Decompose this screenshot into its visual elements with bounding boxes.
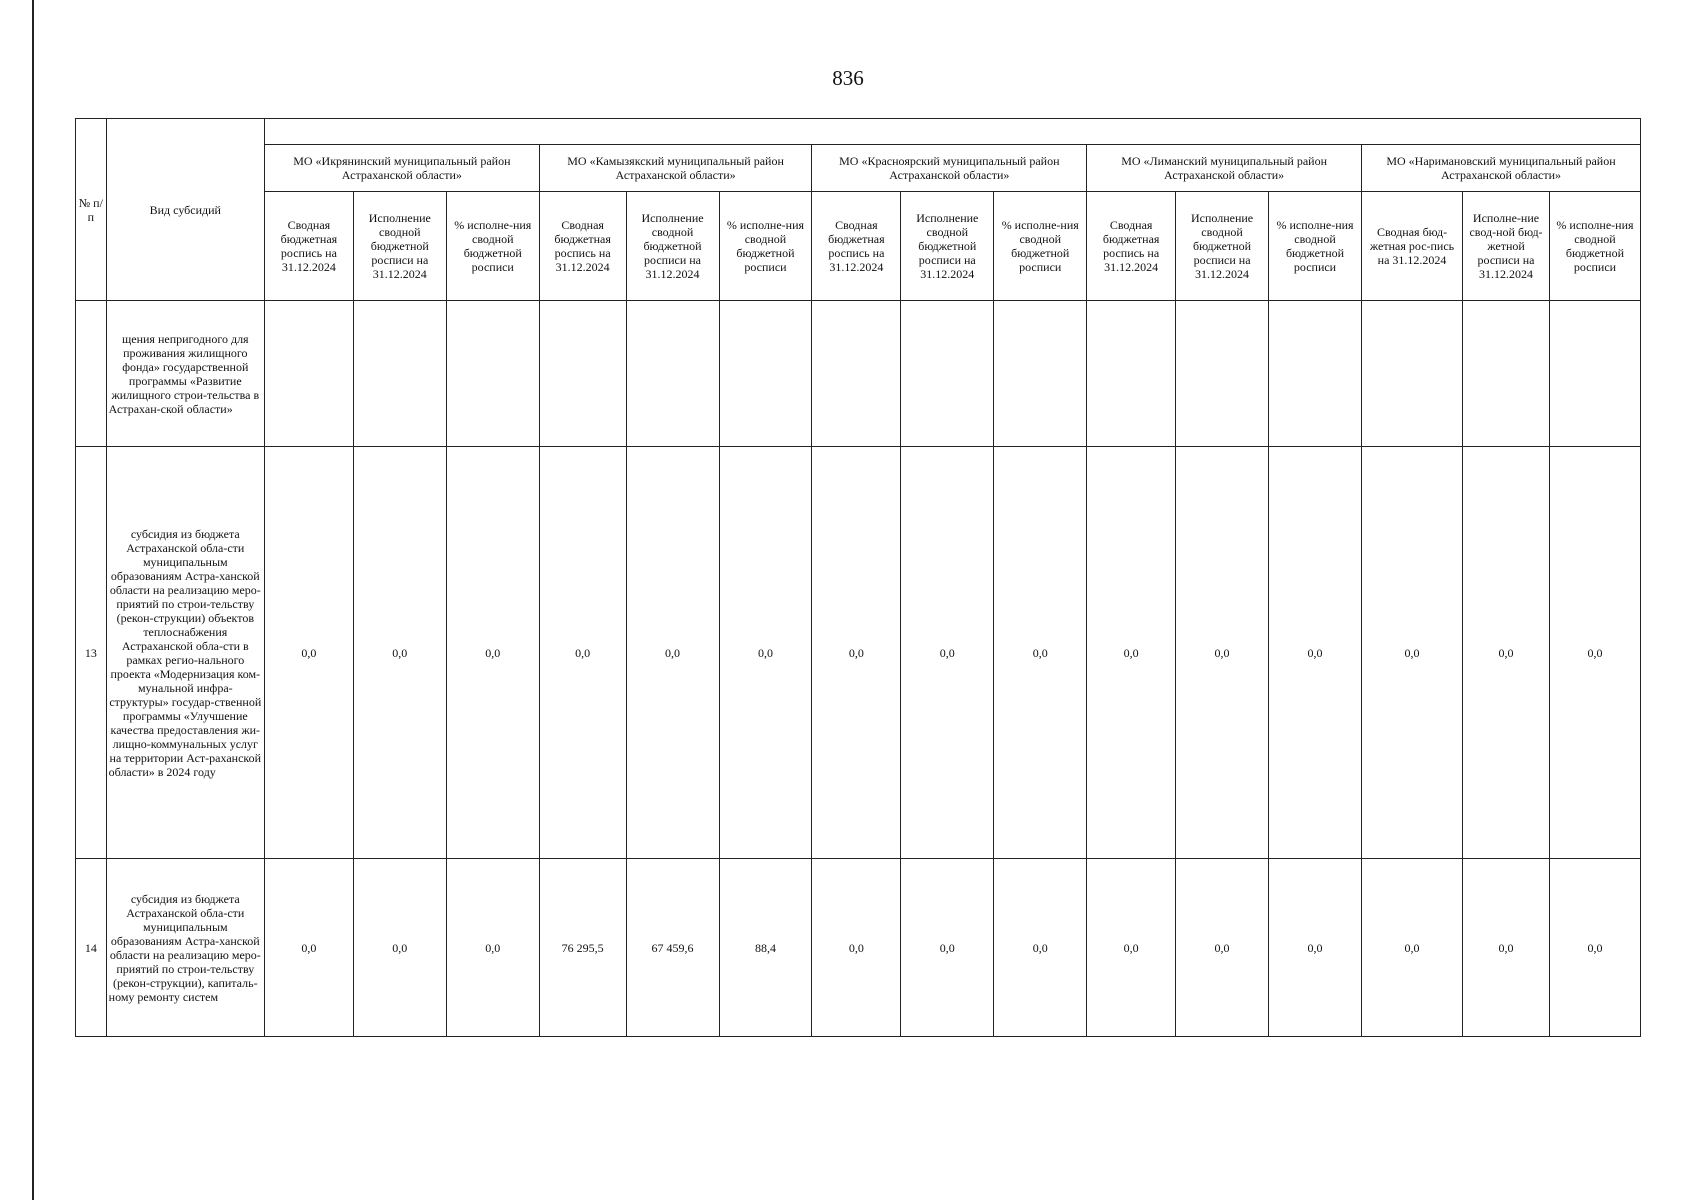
row-value-cell: 0,0 — [1087, 447, 1176, 859]
row-subsidy-description: субсидия из бюджета Астраханской обла-сти муниципальным образованиям Астра-ханской области на реализацию меро-приятий по строи-тельству (рекон-струкции) объектов теплоснабжения Астраханской обла-сти в рамках регио-нального проекта «Модернизация ком-мунальной инфра-структуры» государ-ственной программы «Улучшение качества предоставления жи-лищно-коммунальных услуг на территории Аст-раханской области» в 2024 году — [106, 447, 264, 859]
row-value-cell: 0,0 — [264, 447, 353, 859]
row-number: 14 — [76, 859, 107, 1037]
row-number: 13 — [76, 447, 107, 859]
row-value-cell: 0,0 — [719, 447, 812, 859]
header-subsidy-type: Вид субсидий — [106, 119, 264, 301]
header-budget-plan: Сводная бюд-жетная рос-пись на 31.12.2024 — [1361, 192, 1462, 301]
row-value-cell: 0,0 — [812, 447, 901, 859]
row-value-cell: 0,0 — [1549, 447, 1640, 859]
row-value-cell — [1361, 301, 1462, 447]
row-value-cell: 0,0 — [1176, 859, 1269, 1037]
row-value-cell — [446, 301, 539, 447]
left-margin-rule — [32, 0, 34, 1200]
row-value-cell — [1463, 301, 1550, 447]
row-subsidy-description: субсидия из бюджета Астраханской обла-сти муниципальным образованиям Астра-ханской области на реализацию меро-приятий по строи-тельству (рекон-струкции), капиталь-ному ремонту систем — [106, 859, 264, 1037]
row-value-cell — [1549, 301, 1640, 447]
row-number — [76, 301, 107, 447]
table-row — [76, 447, 1641, 859]
row-value-cell: 0,0 — [1361, 859, 1462, 1037]
header-budget-execution: Исполнение сводной бюджетной росписи на 31.12.2024 — [901, 192, 994, 301]
header-budget-execution: Исполнение сводной бюджетной росписи на 31.12.2024 — [353, 192, 446, 301]
row-value-cell — [1269, 301, 1362, 447]
row-value-cell — [1087, 301, 1176, 447]
header-budget-plan: Сводная бюджетная роспись на 31.12.2024 — [264, 192, 353, 301]
header-mo-limansky: МО «Лиманский муниципальный район Астраханской области» — [1087, 145, 1362, 192]
row-value-cell: 0,0 — [1463, 859, 1550, 1037]
row-value-cell: 0,0 — [446, 859, 539, 1037]
row-value-cell: 67 459,6 — [626, 859, 719, 1037]
row-value-cell: 0,0 — [1087, 859, 1176, 1037]
header-budget-execution: Исполнение сводной бюджетной росписи на 31.12.2024 — [626, 192, 719, 301]
header-budget-plan: Сводная бюджетная роспись на 31.12.2024 — [1087, 192, 1176, 301]
row-value-cell — [901, 301, 994, 447]
row-value-cell: 0,0 — [264, 859, 353, 1037]
row-value-cell — [353, 301, 446, 447]
row-value-cell: 0,0 — [812, 859, 901, 1037]
header-mo-ikryaninsky: МО «Икрянинский муниципальный район Астраханской области» — [264, 145, 539, 192]
row-value-cell: 0,0 — [1463, 447, 1550, 859]
header-row-number: № п/п — [76, 119, 107, 301]
row-value-cell: 0,0 — [901, 447, 994, 859]
row-value-cell — [994, 301, 1087, 447]
row-value-cell — [1176, 301, 1269, 447]
row-value-cell: 0,0 — [353, 859, 446, 1037]
header-execution-percent: % исполне-ния сводной бюджетной росписи — [994, 192, 1087, 301]
row-value-cell: 0,0 — [994, 859, 1087, 1037]
budget-table — [75, 118, 1641, 1037]
row-value-cell: 76 295,5 — [539, 859, 626, 1037]
header-municipality-row — [76, 145, 1641, 192]
row-subsidy-description: щения непригодного для проживания жилищного фонда» государственной программы «Развитие жилищного строи-тельства в Астрахан-ской области» — [106, 301, 264, 447]
row-value-cell: 0,0 — [1269, 447, 1362, 859]
row-value-cell: 0,0 — [626, 447, 719, 859]
row-value-cell — [264, 301, 353, 447]
row-value-cell — [812, 301, 901, 447]
header-execution-percent: % исполне-ния сводной бюджетной росписи — [719, 192, 812, 301]
table-row — [76, 859, 1641, 1037]
header-top-empty-cell — [264, 119, 1640, 145]
row-value-cell: 0,0 — [353, 447, 446, 859]
header-execution-percent: % исполне-ния сводной бюджетной росписи — [1549, 192, 1640, 301]
header-budget-plan: Сводная бюджетная роспись на 31.12.2024 — [812, 192, 901, 301]
row-value-cell: 0,0 — [1176, 447, 1269, 859]
header-execution-percent: % исполне-ния сводной бюджетной росписи — [446, 192, 539, 301]
row-value-cell — [539, 301, 626, 447]
row-value-cell: 0,0 — [1269, 859, 1362, 1037]
header-subcolumn-row — [76, 192, 1641, 301]
header-mo-krasnoyarsky: МО «Красноярский муниципальный район Астраханской области» — [812, 145, 1087, 192]
header-top-row — [76, 119, 1641, 145]
row-value-cell — [719, 301, 812, 447]
row-value-cell: 0,0 — [446, 447, 539, 859]
row-value-cell: 88,4 — [719, 859, 812, 1037]
header-execution-percent: % исполне-ния сводной бюджетной росписи — [1269, 192, 1362, 301]
table-body — [76, 301, 1641, 1037]
row-value-cell: 0,0 — [539, 447, 626, 859]
header-budget-execution: Исполне-ние свод-ной бюд-жетной росписи на 31.12.2024 — [1463, 192, 1550, 301]
row-value-cell: 0,0 — [1361, 447, 1462, 859]
header-mo-narimanovsky: МО «Наримановский муниципальный район Астраханской области» — [1361, 145, 1640, 192]
header-budget-plan: Сводная бюджетная роспись на 31.12.2024 — [539, 192, 626, 301]
row-value-cell: 0,0 — [901, 859, 994, 1037]
row-value-cell: 0,0 — [1549, 859, 1640, 1037]
page-number: 836 — [832, 66, 864, 90]
row-value-cell: 0,0 — [994, 447, 1087, 859]
row-value-cell — [626, 301, 719, 447]
header-budget-execution: Исполнение сводной бюджетной росписи на 31.12.2024 — [1176, 192, 1269, 301]
table-row — [76, 301, 1641, 447]
header-mo-kamyzyaksky: МО «Камызякский муниципальный район Астраханской области» — [539, 145, 812, 192]
